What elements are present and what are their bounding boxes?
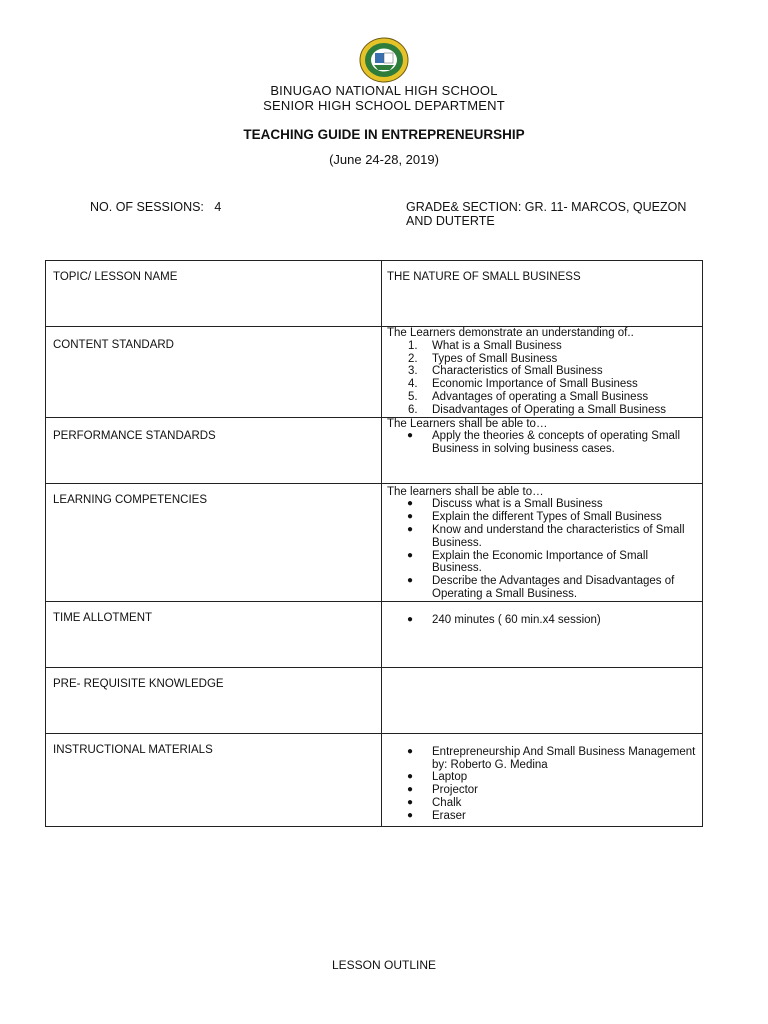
school-name: BINUGAO NATIONAL HIGH SCHOOL xyxy=(270,83,498,98)
list-item: ● Eraser xyxy=(407,809,466,822)
list-item: ● Apply the theories & concepts of operating Small Business in solving business cases. xyxy=(407,430,681,456)
lesson-outline-heading: LESSON OUTLINE xyxy=(331,958,437,972)
row-label-time: TIME ALLOTMENT xyxy=(46,601,382,667)
list-item: 6. Disadvantages of Operating a Small Business xyxy=(408,403,666,416)
table-row xyxy=(46,483,703,601)
list-item: 2. Types of Small Business xyxy=(408,352,558,365)
row-value-time xyxy=(382,601,703,667)
list-item: ● Describe the Advantages and Disadvantages of Operating a Small Business. xyxy=(407,575,675,600)
row-value-performance xyxy=(382,417,703,483)
list-item: ● Know and understand the characteristics of Small Business. xyxy=(407,523,685,549)
row-value-competencies xyxy=(382,483,703,601)
table-row xyxy=(46,733,703,826)
row-value-materials xyxy=(382,733,703,826)
list-item: 1. What is a Small Business xyxy=(408,339,562,352)
list-item: ● Chalk xyxy=(407,796,462,809)
list-item: ● Entrepreneurship And Small Business Management by: Roberto G. Medina xyxy=(407,745,696,771)
content-list xyxy=(387,340,702,417)
time-list xyxy=(387,614,702,627)
competencies-lead: The learners shall be able to… xyxy=(387,485,544,498)
row-value-content xyxy=(382,327,703,418)
table-row xyxy=(46,327,703,418)
list-item: ● Explain the Economic Importance of Small Business. xyxy=(407,549,649,575)
row-label-prereq: PRE- REQUISITE KNOWLEDGE xyxy=(46,667,382,733)
grade-section-info: GRADE& SECTION: GR. 11- MARCOS, QUEZON AND DUTERTE xyxy=(406,200,687,228)
list-item: ● 240 minutes ( 60 min.x4 session) xyxy=(407,613,601,626)
teaching-guide-table xyxy=(45,260,703,827)
list-item: ● Projector xyxy=(407,784,479,797)
materials-list xyxy=(387,746,702,823)
row-label-topic: TOPIC/ LESSON NAME xyxy=(46,261,382,327)
school-seal-icon xyxy=(359,37,409,83)
list-item: ● Discuss what is a Small Business xyxy=(407,498,603,511)
table-row xyxy=(46,601,703,667)
content-lead: The Learners demonstrate an understanding of.. xyxy=(387,327,634,339)
list-item: ● Explain the different Types of Small Business xyxy=(407,511,662,524)
row-value-prereq xyxy=(382,667,703,733)
list-item: 4. Economic Importance of Small Business xyxy=(408,378,638,391)
document-title: TEACHING GUIDE IN ENTREPRENEURSHIP xyxy=(243,127,525,142)
performance-list xyxy=(387,430,702,456)
row-label-performance: PERFORMANCE STANDARDS xyxy=(46,417,382,483)
department-name: SENIOR HIGH SCHOOL DEPARTMENT xyxy=(263,98,505,113)
row-label-competencies: LEARNING COMPETENCIES xyxy=(46,483,382,601)
row-value-topic: THE NATURE OF SMALL BUSINESS xyxy=(382,261,703,327)
row-label-materials: INSTRUCTIONAL MATERIALS xyxy=(46,733,382,826)
document-date: (June 24-28, 2019) xyxy=(329,152,439,167)
list-item: 3. Characteristics of Small Business xyxy=(408,365,603,378)
competencies-list xyxy=(387,498,702,600)
table-row xyxy=(46,667,703,733)
list-item: ● Laptop xyxy=(407,771,468,784)
row-label-content: CONTENT STANDARD xyxy=(46,327,382,418)
performance-lead: The Learners shall be able to… xyxy=(387,417,548,430)
table-row xyxy=(46,261,703,327)
list-item: 5. Advantages of operating a Small Business xyxy=(408,390,649,403)
sessions-info: NO. OF SESSIONS: 4 xyxy=(90,200,222,214)
table-row xyxy=(46,417,703,483)
